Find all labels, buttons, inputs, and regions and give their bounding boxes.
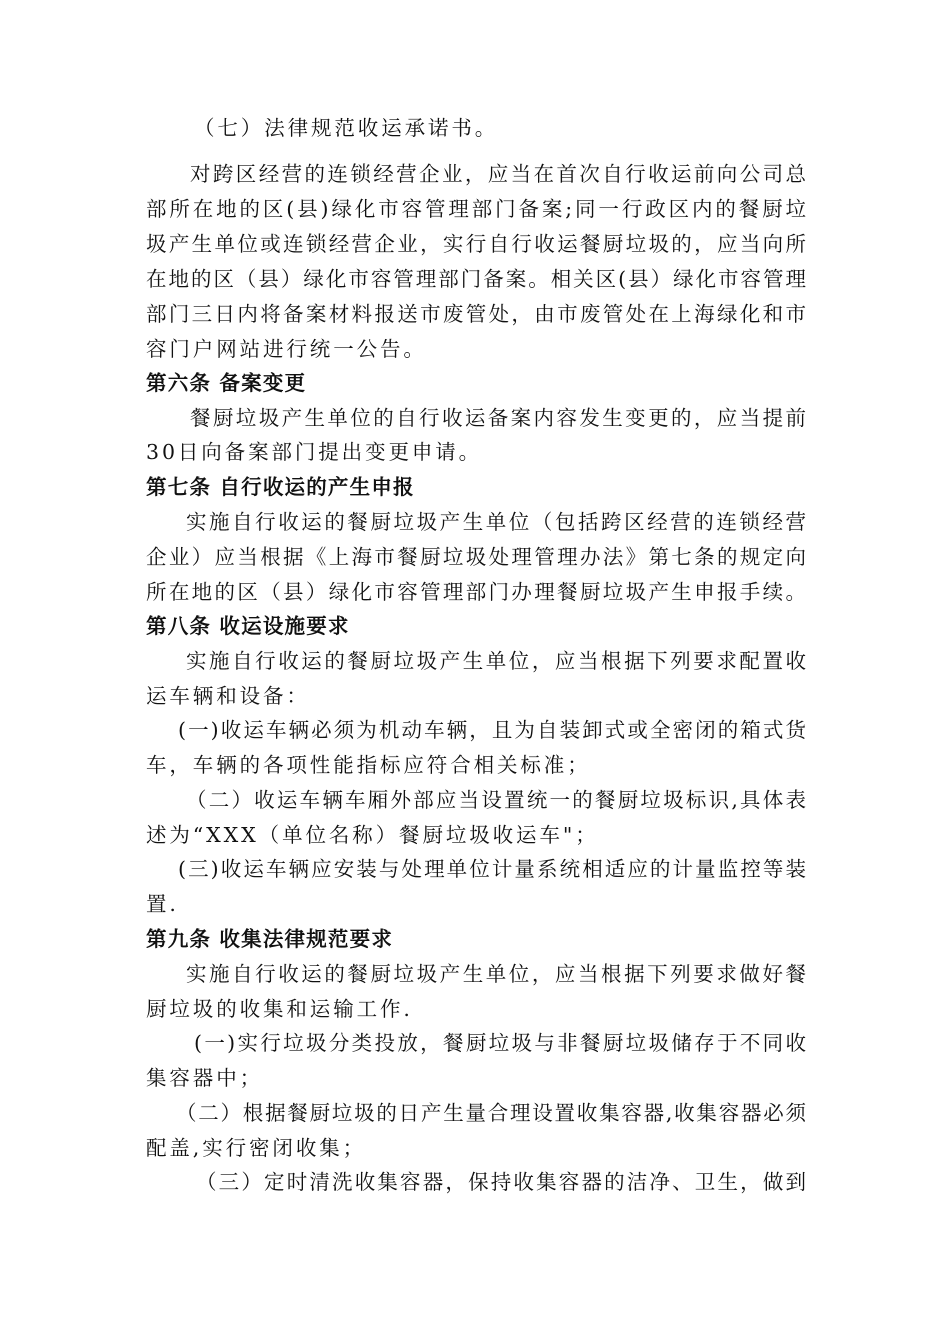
paragraph-line: 部门三日内将备案材料报送市废管处，由市废管处在上海绿化和市 — [146, 302, 806, 326]
paragraph-line: 实施自行收运的餐厨垃圾产生单位，应当根据下列要求做好餐 — [186, 962, 806, 986]
paragraph-line: 在地的区（县）绿化市容管理部门备案。相关区(县）绿化市容管理 — [146, 267, 806, 291]
section-heading: 第七条 自行收运的产生申报 — [146, 475, 415, 499]
paragraph-line: 实施自行收运的餐厨垃圾产生单位（包括跨区经营的连锁经营 — [186, 510, 806, 534]
paragraph-line: （七）法律规范收运承诺书。 — [194, 116, 499, 140]
paragraph-line: 所在地的区（县）绿化市容管理部门办理餐厨垃圾产生申报手续。 — [146, 580, 806, 604]
paragraph-line: 圾产生单位或连锁经营企业，实行自行收运餐厨垃圾的，应当向所 — [146, 232, 806, 256]
paragraph-line: 车，车辆的各项性能指标应符合相关标准； — [146, 753, 591, 777]
paragraph-line: 餐厨垃圾产生单位的自行收运备案内容发生变更的，应当提前 — [190, 406, 806, 430]
paragraph-line: 容门户网站进行统一公告。 — [146, 337, 427, 361]
paragraph-line: 置. — [146, 892, 179, 916]
paragraph-line: 企业）应当根据《上海市餐厨垃圾处理管理办法》第七条的规定向 — [146, 545, 806, 569]
paragraph-line: (三)收运车辆应安装与处理单位计量系统相适应的计量监控等装 — [178, 857, 806, 881]
paragraph-line: 实施自行收运的餐厨垃圾产生单位，应当根据下列要求配置收 — [186, 649, 806, 673]
paragraph-line: 运车辆和设备： — [146, 684, 310, 708]
paragraph-line: 集容器中； — [146, 1066, 263, 1090]
paragraph-line: 述为“XXX（单位名称）餐厨垃圾收运车"； — [146, 823, 599, 847]
paragraph-line: 对跨区经营的连锁经营企业，应当在首次自行收运前向公司总 — [190, 162, 806, 186]
paragraph-line: （二）根据餐厨垃圾的日产生量合理设置收集容器,收集容器必须 — [176, 1101, 806, 1125]
section-heading: 第九条 收集法律规范要求 — [146, 927, 394, 951]
paragraph-line: （二）收运车辆车厢外部应当设置统一的餐厨垃圾标识,具体表 — [186, 788, 806, 812]
section-heading: 第八条 收运设施要求 — [146, 614, 350, 638]
paragraph-line: (一)收运车辆必须为机动车辆，且为自装卸式或全密闭的箱式货 — [178, 718, 806, 742]
section-heading: 第六条 备案变更 — [146, 371, 307, 395]
paragraph-line: 厨垃圾的收集和运输工作. — [146, 997, 413, 1021]
paragraph-line: 配盖,实行密闭收集； — [146, 1136, 367, 1160]
paragraph-line: 30日向备案部门提出变更申请。 — [146, 440, 483, 464]
paragraph-line: 部所在地的区(县)绿化市容管理部门备案;同一行政区内的餐厨垃 — [146, 197, 806, 221]
paragraph-line: （三）定时清洗收集容器，保持收集容器的洁净、卫生，做到 — [196, 1170, 806, 1194]
paragraph-line: (一)实行垃圾分类投放，餐厨垃圾与非餐厨垃圾储存于不同收 — [194, 1031, 806, 1055]
